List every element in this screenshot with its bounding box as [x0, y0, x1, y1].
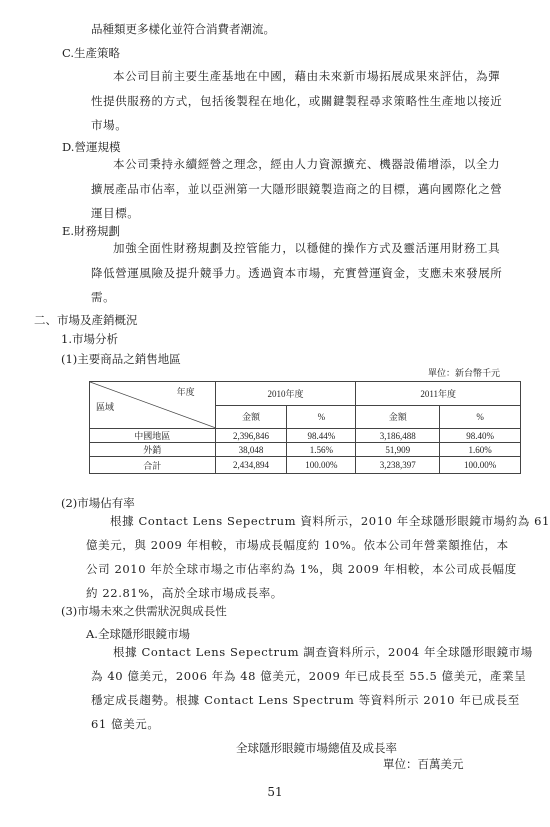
- heading-c: C.生產策略: [62, 46, 121, 60]
- table-corner-cell: [90, 382, 216, 429]
- chart-unit: 單位：百萬美元: [383, 757, 464, 771]
- paragraph-d: [91, 152, 502, 226]
- text-line: 公司 2010 年於全球市場之市佔率約為 1%，與 2009 年相較，本公司成長幅度: [86, 562, 517, 576]
- table-row: [90, 457, 521, 474]
- heading-e: E.財務規劃: [62, 224, 121, 238]
- section-heading: 二、市場及產銷概況: [34, 313, 138, 327]
- text-line: 需。: [91, 290, 116, 304]
- table-row: [90, 429, 521, 443]
- header-pct: %: [287, 405, 356, 429]
- heading-a: A.全球隱形眼鏡市場: [86, 627, 190, 641]
- cell-amount: 38,048: [215, 443, 287, 457]
- text-line: 本公司目前主要生產基地在中國，藉由未來新市場拓展成果來評估，為彈: [113, 69, 501, 83]
- corner-label-region: 區域: [96, 402, 115, 412]
- paragraph-global-market: [91, 640, 533, 736]
- cell-region: 中國地區: [90, 429, 216, 443]
- page-number: 51: [267, 785, 283, 799]
- text-line: 約 22.81%，高於全球市場成長率。: [86, 586, 283, 600]
- cell-pct: 100.00%: [440, 457, 521, 474]
- subsection-heading: (1)主要商品之銷售地區: [61, 352, 181, 366]
- text-line: 降低營運風險及提升競爭力。透過資本市場，充實營運資金，支應未來發展所: [91, 265, 503, 280]
- cell-pct: 100.00%: [287, 457, 356, 474]
- cell-amount: 51,909: [356, 443, 440, 457]
- cell-pct: 1.56%: [287, 443, 356, 457]
- text-line: 性提供服務的方式，包括後製程在地化，或關鍵製程尋求策略性生產地以接近: [91, 93, 503, 108]
- subsection-heading: (3)市場未來之供需狀況與成長性: [61, 604, 227, 618]
- text-line: 億美元，與 2009 年相較，市場成長幅度約 10%。依本公司年營業額推估，本: [86, 538, 509, 552]
- table-unit: 單位：新台幣千元: [428, 369, 501, 379]
- cell-pct: 1.60%: [440, 443, 521, 457]
- text-line: 本公司秉持永續經營之理念，經由人力資源擴充、機器設備增添，以全力: [113, 157, 501, 171]
- text-line: 運目標。: [91, 206, 140, 220]
- cell-region: 合計: [90, 457, 216, 474]
- paragraph-c: [91, 64, 502, 138]
- header-amount: 金額: [356, 405, 440, 429]
- text-line: 品種類更多樣化並符合消費者潮流。: [91, 22, 275, 36]
- subsection-heading: 1.市場分析: [61, 332, 118, 346]
- paragraph-e: [91, 236, 502, 310]
- text-line: 加強全面性財務規劃及控管能力，以穩健的操作方式及靈活運用財務工具: [113, 241, 501, 255]
- cell-amount: 2,396,846: [215, 429, 287, 443]
- subsection-heading: (2)市場佔有率: [61, 496, 135, 510]
- header-pct: %: [440, 405, 521, 429]
- text-line: 根據 Contact Lens Sepectrum 資料所示，2010 年全球隱形眼鏡市場約為 61: [110, 514, 550, 528]
- text-line: 穩定成長趨勢。根據 Contact Lens Spectrum 等資料所示 2010 年已成長至: [91, 693, 520, 707]
- cell-region: 外銷: [90, 443, 216, 457]
- cell-amount: 2,434,894: [215, 457, 287, 474]
- cell-pct: 98.44%: [287, 429, 356, 443]
- table-row: [90, 443, 521, 457]
- text-line: 為 40 億美元，2006 年為 48 億美元，2009 年已成長至 55.5 億美元，產業呈: [91, 669, 527, 683]
- text-line: 擴展產品市佔率，並以亞洲第一大隱形眼鏡製造商之的目標，邁向國際化之營: [91, 181, 503, 196]
- text-line: 61 億美元。: [91, 717, 160, 731]
- cell-amount: 3,186,488: [356, 429, 440, 443]
- header-amount: 金額: [215, 405, 287, 429]
- sales-table: [89, 381, 521, 474]
- cell-amount: 3,238,397: [356, 457, 440, 474]
- text-line: 根據 Contact Lens Sepectrum 調查資料所示，2004 年全球隱形眼鏡市場: [113, 645, 533, 659]
- header-year-2010: 2010年度: [215, 382, 356, 406]
- chart-title: 全球隱形眼鏡市場總值及成長率: [236, 741, 397, 755]
- paragraph-market-share: [86, 509, 550, 605]
- heading-d: D.營運規模: [62, 140, 121, 154]
- corner-label-year: 年度: [176, 387, 195, 397]
- cell-pct: 98.40%: [440, 429, 521, 443]
- header-year-2011: 2011年度: [356, 382, 521, 406]
- text-line: 市場。: [91, 118, 128, 132]
